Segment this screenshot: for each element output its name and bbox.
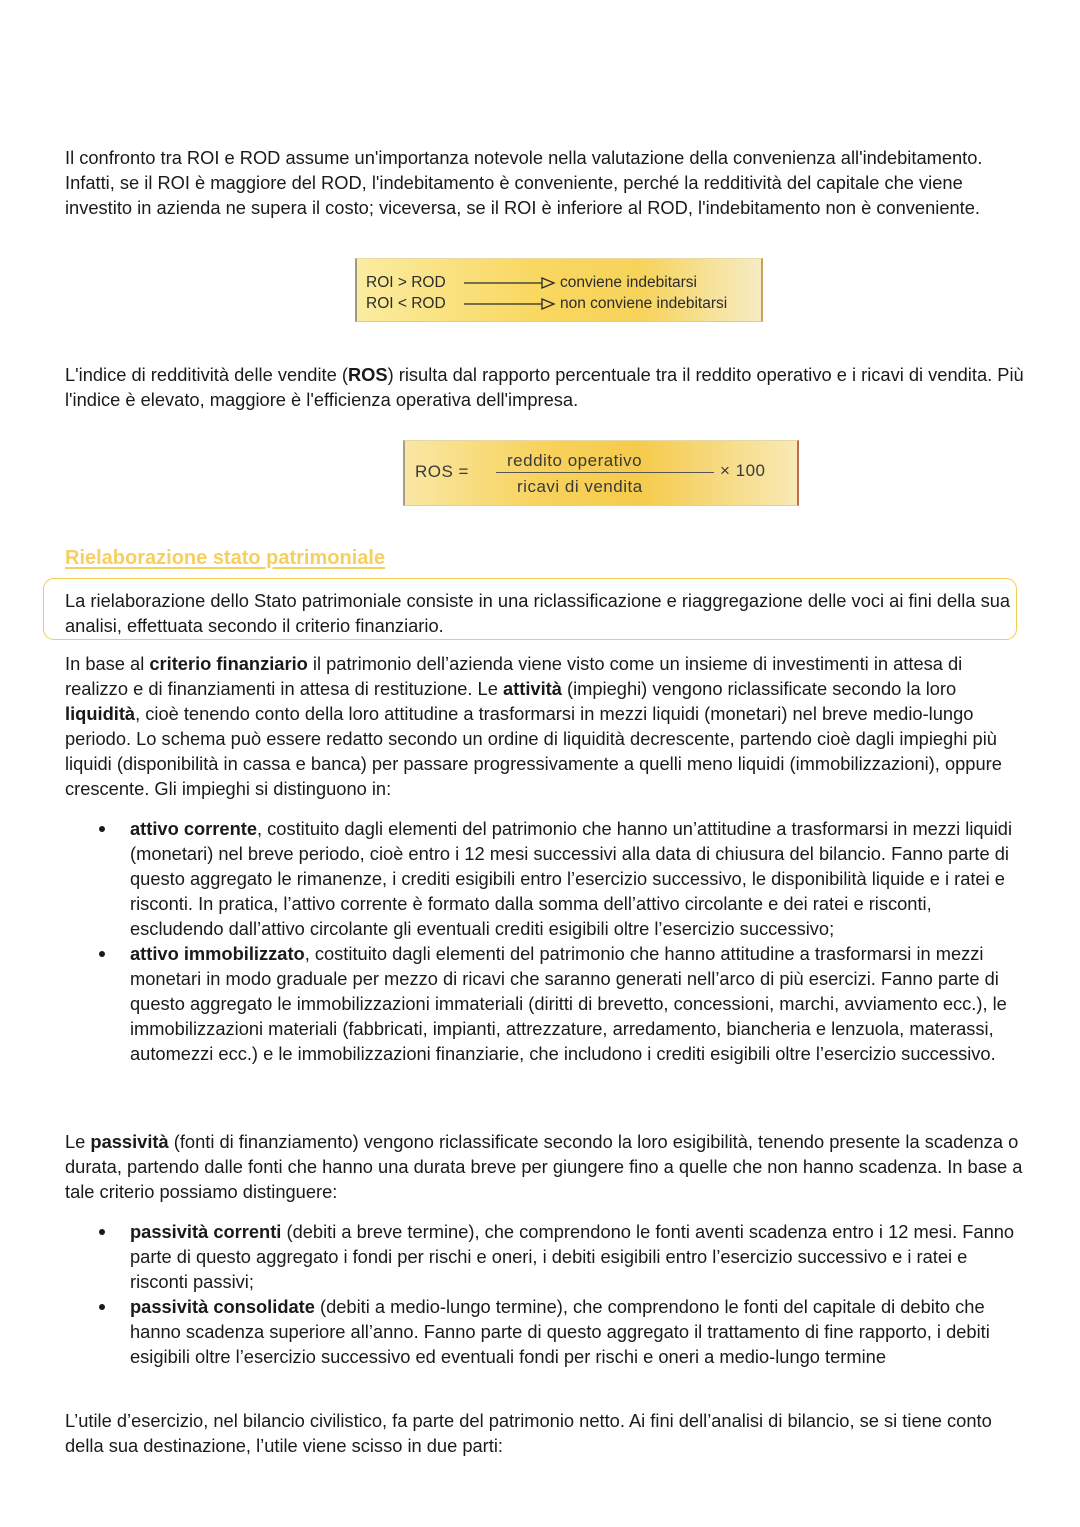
ros-formula-denominator: ricavi di vendita: [517, 477, 643, 496]
passivita-correnti-term: passività correnti: [130, 1221, 282, 1242]
passivita-term: passività: [90, 1131, 169, 1152]
roi-less-result: non conviene indebitarsi: [560, 295, 728, 312]
roi-less-label: ROI < ROD: [366, 295, 446, 312]
list-item-text: , costituito dagli elementi del patrimonio che hanno un’attitudine a trasformarsi in mezzi liquidi (monetari) nel breve periodo, cioè entro i 12 mesi successivi alla data di chiusura del bilancio. Fanno parte di questo aggregato le rimanenze, i crediti esigibili entro l’esercizio successivo, le disponibilità liquide e i ratei e risconti. In pratica, l’attivo corrente è formato dalla somma dell’attivo circolante e dei ratei e risconti, escludendo dall’attivo circolante gli eventuali crediti esigibili oltre l’esercizio successivo;: [130, 818, 1013, 939]
section-heading: Rielaborazione stato patrimoniale: [65, 547, 386, 569]
text-span: (fonti di finanziamento) vengono riclassificate secondo la loro esigibilità, tenendo presente la scadenza o durata, partendo dalle fonti che hanno una durata breve per giungere fino a quelle che non hanno scadenza. In base a tale criterio possiamo distinguere:: [65, 1131, 1023, 1202]
ros-paragraph-before: L'indice di redditività delle vendite (: [65, 364, 348, 385]
ros-formula-box: [403, 440, 799, 506]
list-item: [65, 1294, 1025, 1369]
ros-formula-lhs: ROS =: [415, 462, 469, 481]
attivo-corrente-term: attivo corrente: [130, 818, 257, 839]
liquidita-term: liquidità: [65, 703, 136, 724]
right-arrow-icon: [464, 277, 556, 289]
passivita-consolidate-term: passività consolidate: [130, 1296, 315, 1317]
roi-rod-comparison-box: [355, 258, 763, 322]
text-span: , cioè tenendo conto della loro attitudine a trasformarsi in mezzi liquidi (monetari) nel breve medio-lungo periodo. Lo schema può essere redatto secondo un ordine di liquidità decrescente, partendo cioè dagli impieghi più liquidi (disponibilità in cassa e banca) per passare progressivamente a quelli meno liquidi (immobilizzazioni), oppure crescente. Gli impieghi si distinguono in:: [65, 703, 1002, 799]
roi-greater-row: [366, 273, 698, 293]
right-arrow-icon: [464, 298, 556, 310]
passivita-paragraph: [65, 1129, 1025, 1204]
ros-paragraph: [65, 362, 1025, 412]
criterio-finanziario-paragraph: [65, 651, 1025, 801]
impieghi-list: [65, 816, 1025, 1066]
attivo-immobilizzato-term: attivo immobilizzato: [130, 943, 305, 964]
roi-greater-label: ROI > ROD: [366, 274, 446, 291]
roi-greater-result: conviene indebitarsi: [560, 274, 698, 291]
intro-paragraph: Il confronto tra ROI e ROD assume un'importanza notevole nella valutazione della convenienza all'indebitamento. Infatti, se il ROI è maggiore del ROD, l'indebitamento è conveniente, perché la redditività del capitale che viene investito in azienda ne supera il costo; viceversa, se il ROI è inferiore al ROD, l'indebitamento non è conveniente.: [65, 147, 983, 218]
text-span: Le: [65, 1131, 91, 1152]
attivita-term: attività: [502, 678, 562, 699]
fonti-list: [65, 1219, 1025, 1369]
ros-paragraph-after: ) risulta dal rapporto percentuale tra il reddito operativo e i ricavi di vendita. Più l'indice è elevato, maggiore è l'efficienza operativa dell'impresa.: [65, 364, 1024, 410]
list-item-text: (debiti a breve termine), che comprendono le fonti aventi scadenza entro i 12 mesi. Fanno parte di questo aggregato i fondi per rischi e oneri, i debiti esigibili entro l’esercizio successivo e i ratei e risconti passivi;: [130, 1221, 1015, 1292]
utile-paragraph: L’utile d’esercizio, nel bilancio civilistico, fa parte del patrimonio netto. Ai fini dell’analisi di bilancio, se si tiene conto della sua destinazione, l’utile viene scisso in due parti:: [65, 1410, 992, 1456]
list-item: [65, 1219, 1025, 1294]
text-span: il patrimonio dell’azienda viene visto come un insieme di investimenti in attesa di realizzo e di finanziamenti in attesa di restituzione. Le: [65, 653, 963, 699]
criterio-finanziario-term: criterio finanziario: [149, 653, 308, 674]
text-span: In base al: [65, 653, 150, 674]
list-item: [65, 941, 1025, 1066]
list-item-text: (debiti a medio-lungo termine), che comprendono le fonti del capitale di debito che hanno scadenza superiore all’anno. Fanno parte di questo aggregato il trattamento di fine rapporto, i debiti esigibili oltre l’esercizio successivo ed eventuali fondi per rischi e oneri a medio-lungo termine: [130, 1296, 990, 1367]
text-span: (impieghi) vengono riclassificate secondo la loro: [561, 678, 957, 699]
ros-formula-multiplier: × 100: [720, 461, 766, 480]
ros-term: ROS: [347, 364, 388, 385]
callout-text: La rielaborazione dello Stato patrimoniale consiste in una riclassificazione e riaggregazione delle voci ai fini della sua analisi, effettuata secondo il criterio finanziario.: [65, 590, 1011, 636]
list-item: [65, 816, 1025, 941]
ros-formula-numerator: reddito operativo: [507, 451, 643, 470]
list-item-text: , costituito dagli elementi del patrimonio che hanno attitudine a trasformarsi in mezzi monetari in modo graduale per mezzo di ricavi che saranno generati nell’arco di più esercizi. Fanno parte di questo aggregato le immobilizzazioni immateriali (diritti di brevetto, concessioni, marchi, avviamento ecc.), le immobilizzazioni materiali (fabbricati, impianti, attrezzature, arredamento, biancheria e lenzuola, materassi, automezzi ecc.) e le immobilizzazioni finanziarie, che includono i crediti esigibili oltre l’esercizio successivo.: [130, 943, 1007, 1064]
roi-less-row: [366, 294, 728, 314]
fraction-bar: [496, 472, 714, 473]
